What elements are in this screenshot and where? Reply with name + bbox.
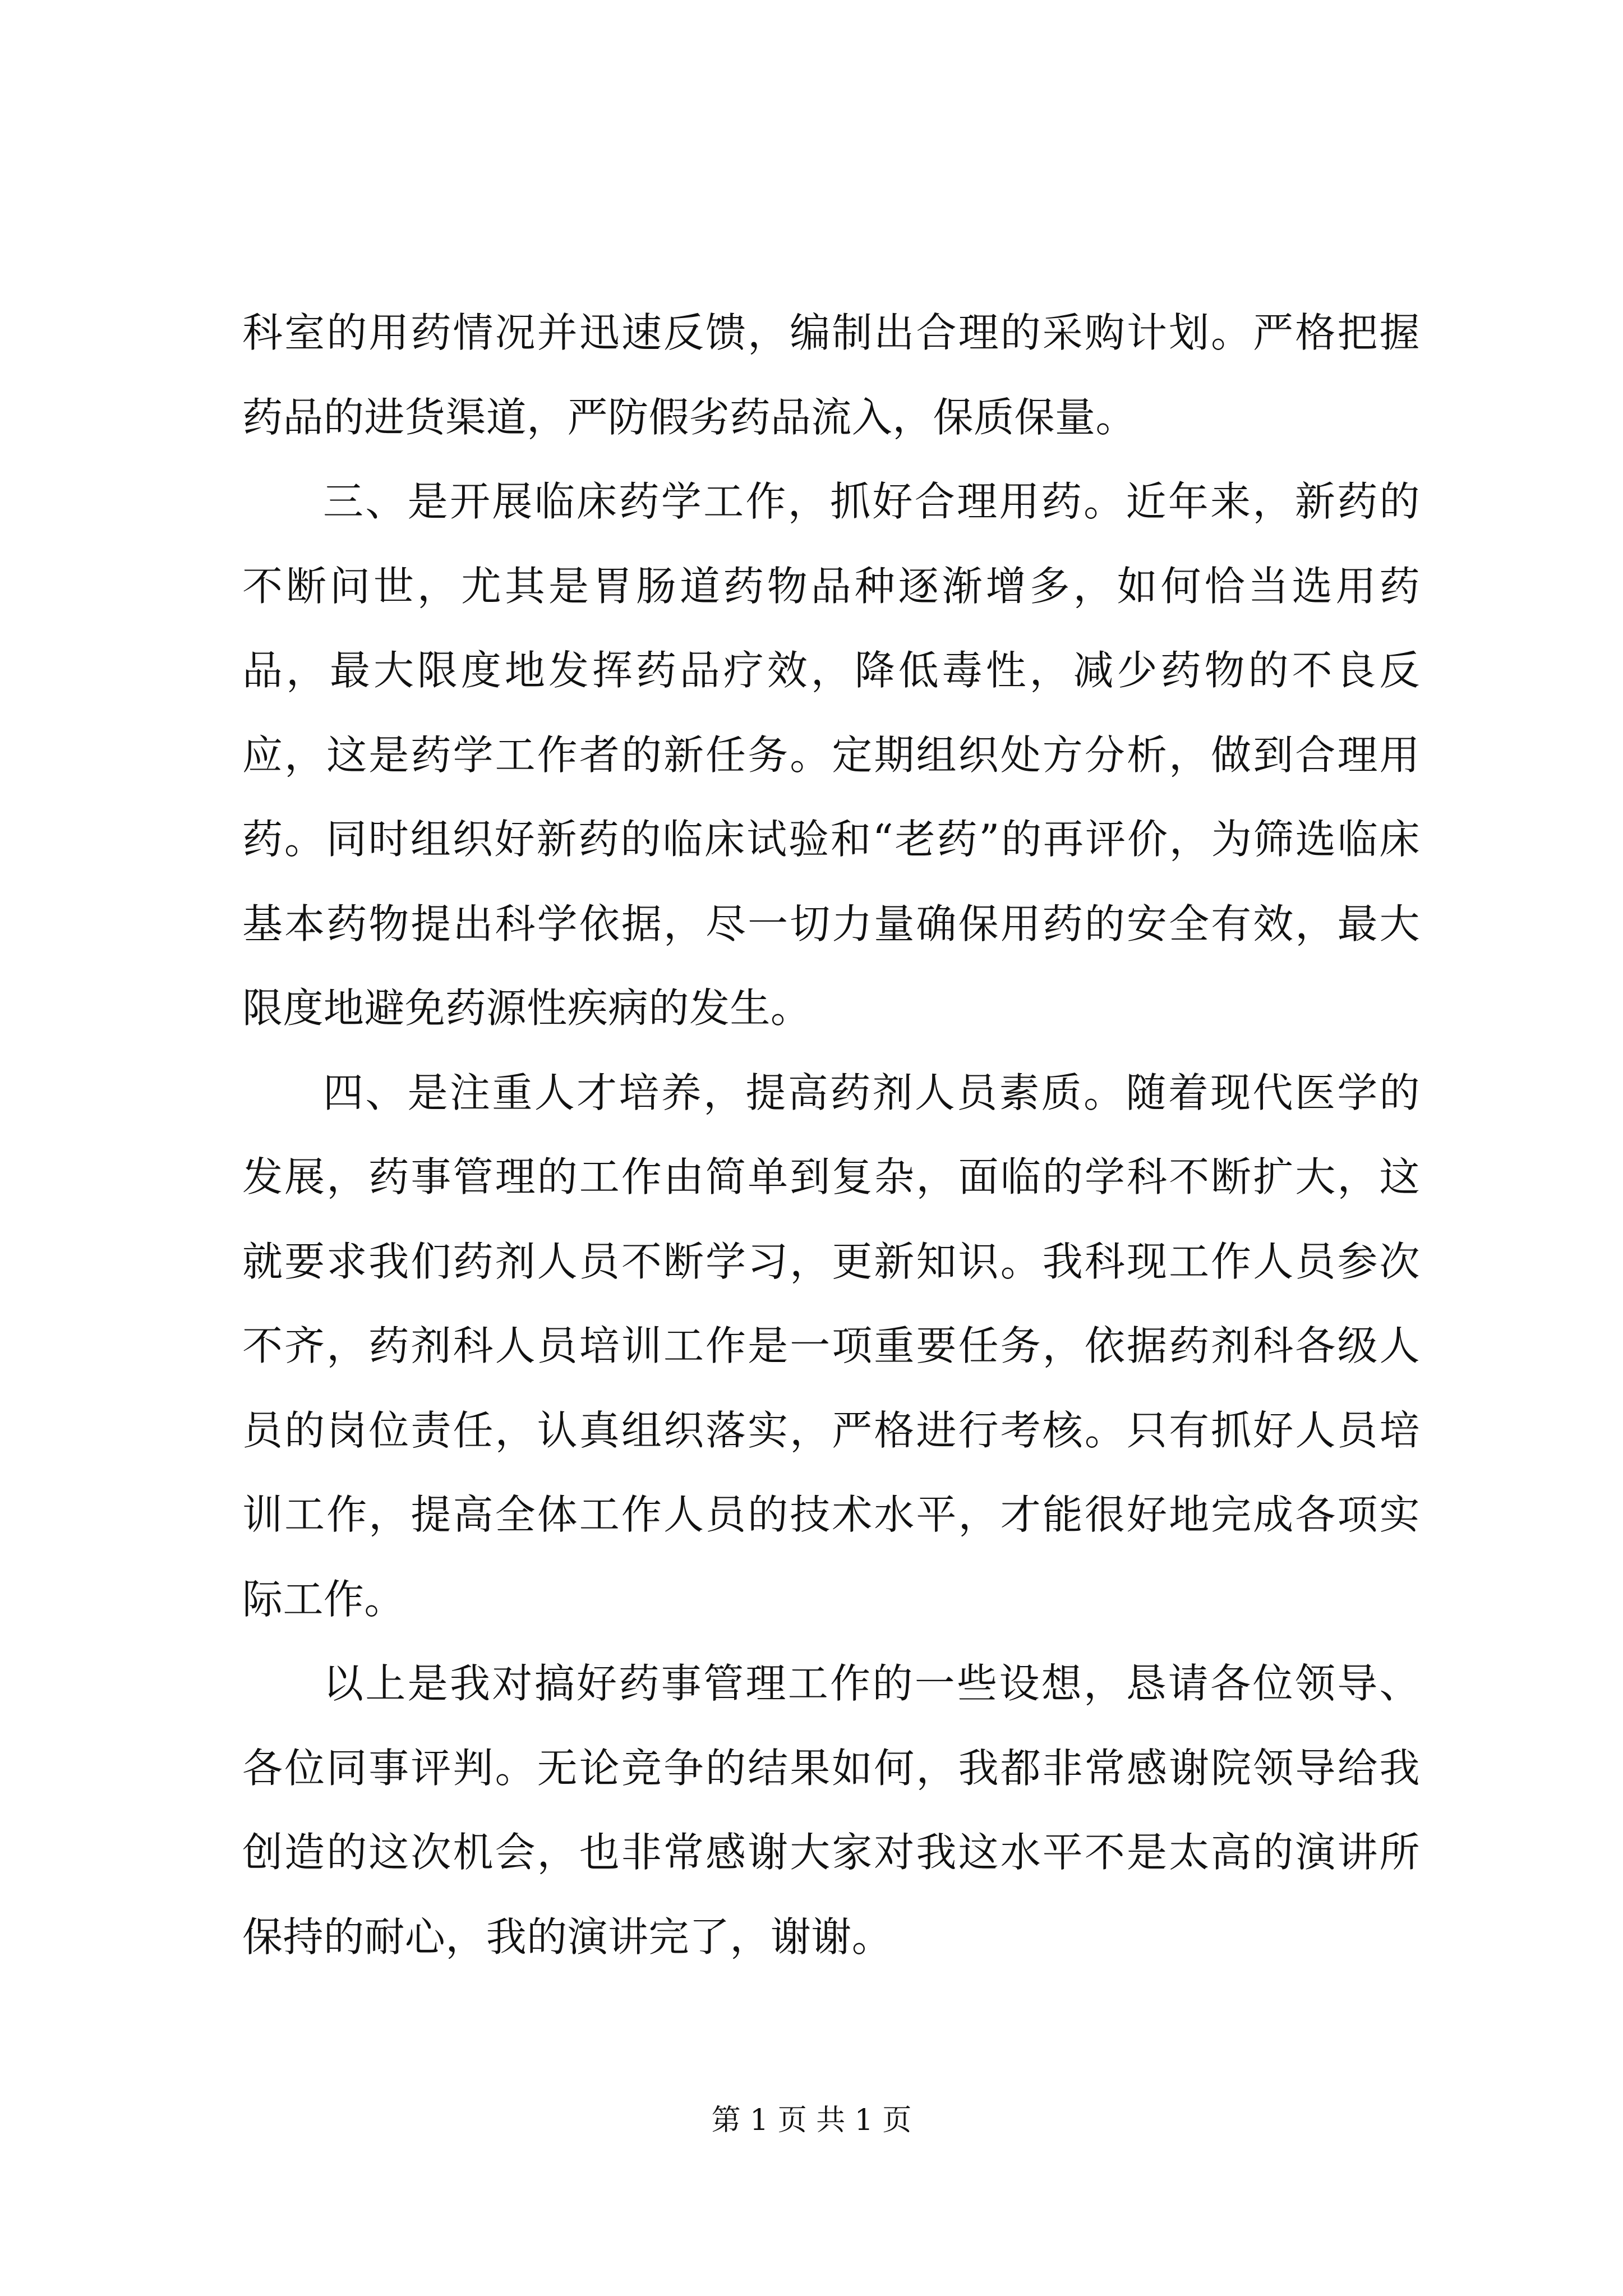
paragraph-closing-remarks: 以上是我对搞好药事管理工作的一些设想，恳请各位领导、各位同事评判。无论竞争的结果如何，我都非常感谢院领导给我创造的这次机会，也非常感谢大家对我这水平不是太高的演讲所保持的耐心，我的演讲完了，谢谢。	[242, 1660, 1420, 1961]
paragraph-clinical-pharmacy: 三、是开展临床药学工作，抓好合理用药。近年来，新药的不断问世，尤其是胃肠道药物品种逐渐增多，如何恰当选用药品，最大限度地发挥药品疗效，降低毒性，减少药物的不良反应，这是药学工作者的新任务。定期组织处方分析，做到合理用药。同时组织好新药的临床试验和“老药”的再评价，为筛选临床基本药物提出科学依据，尽一切力量确保用药的安全有效，最大限度地避免药源性疾病的发生。	[242, 478, 1420, 1032]
paragraph-procurement-continuation: 科室的用药情况并迅速反馈，编制出合理的采购计划。严格把握药品的进货渠道，严防假劣药品流入，保质保量。	[242, 309, 1420, 441]
page-footer	[0, 2101, 1623, 2140]
document-body	[242, 291, 1420, 1979]
paragraph-talent-training: 四、是注重人才培养，提高药剂人员素质。随着现代医学的发展，药事管理的工作由简单到复杂，面临的学科不断扩大，这就要求我们药剂人员不断学习，更新知识。我科现工作人员参次不齐，药剂科人员培训工作是一项重要任务，依据药剂科各级人员的岗位责任，认真组织落实，严格进行考核。只有抓好人员培训工作，提高全体工作人员的技术水平，才能很好地完成各项实际工作。	[242, 1069, 1420, 1623]
page-number-label: 第 1 页 共 1 页	[711, 2104, 912, 2137]
